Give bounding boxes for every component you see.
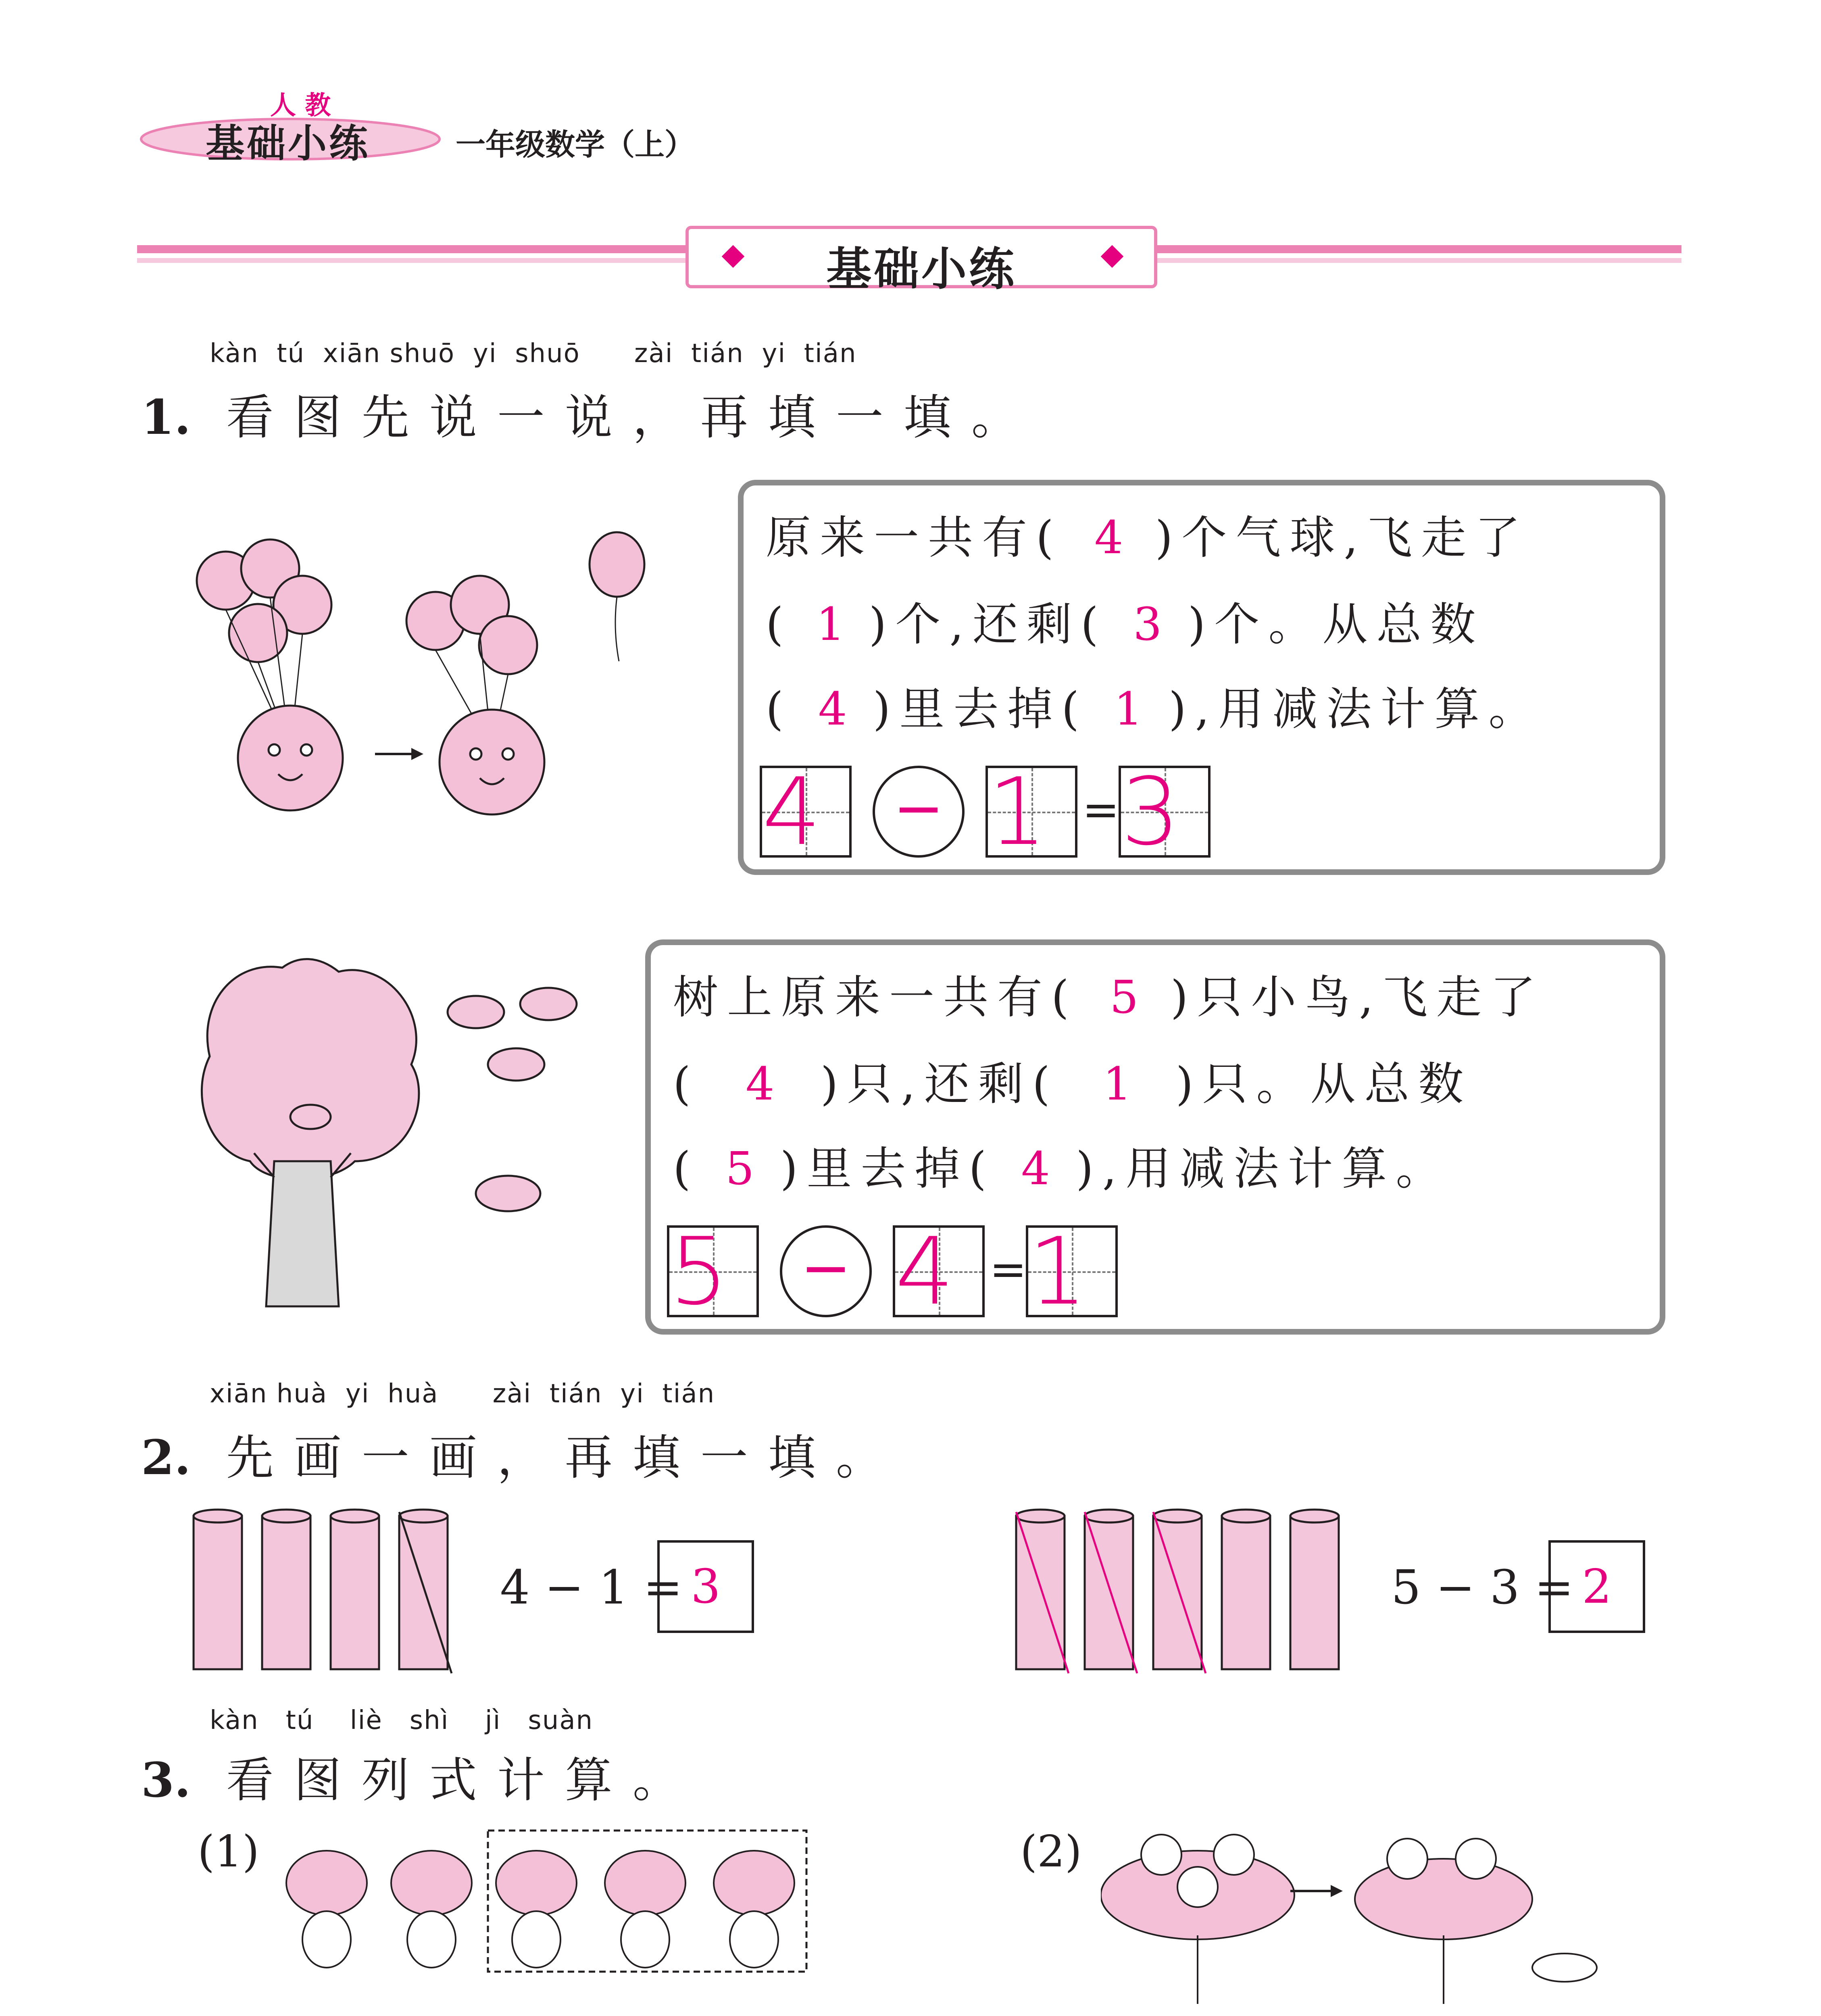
q1b-digit: 1 bbox=[1028, 1218, 1088, 1326]
section-title: 基础小练 bbox=[826, 243, 1017, 296]
q3-pinyin: kàn tú liè shì jì suàn bbox=[210, 1706, 594, 1735]
q1b-text: 树上原来一共有( bbox=[673, 971, 1078, 1024]
q2-left-expression: 4 − 1 = bbox=[500, 1560, 683, 1615]
q3-title: 看图列式计算。 bbox=[226, 1752, 700, 1808]
q1a-line-2 bbox=[766, 588, 1484, 653]
q1b-text: ( bbox=[673, 1058, 700, 1110]
q1b-text: ),用减法计算。 bbox=[1076, 1143, 1450, 1195]
brand-label: 基础小练 bbox=[206, 121, 370, 166]
q1a-text: ),用减法计算。 bbox=[1169, 683, 1543, 735]
q2-title-row: 2. 先画一画，再填一填。 bbox=[141, 1429, 904, 1485]
q1b-operator-circle: − bbox=[780, 1225, 872, 1317]
q1b-answer-total: 5 bbox=[1110, 971, 1139, 1024]
q1b-answer-total-2: 5 bbox=[725, 1143, 754, 1195]
header-subtitle: 一年级数学（上） bbox=[456, 127, 694, 162]
q1a-grid-minuend bbox=[760, 758, 852, 866]
q2-number: 2 bbox=[141, 1429, 175, 1485]
q1a-digit: 1 bbox=[988, 758, 1047, 866]
q1a-line-3 bbox=[766, 673, 1542, 738]
q1b-text: )只小鸟,飞走了 bbox=[1170, 971, 1544, 1024]
q1b-answer-left: 1 bbox=[1103, 1058, 1132, 1110]
q1a-digit: 3 bbox=[1121, 758, 1180, 866]
q1a-text: ( bbox=[766, 683, 792, 735]
q1b-answer-remove: 4 bbox=[1021, 1143, 1050, 1195]
q1-title: 看图先说一说，再填一填。 bbox=[226, 389, 1039, 445]
q2-right-expression: 5 − 3 = bbox=[1391, 1560, 1574, 1615]
q3-part1-label: (1) bbox=[198, 1826, 259, 1877]
q1-pinyin: kàn tú xiān shuō yi shuō zài tián yi tián bbox=[210, 339, 857, 369]
q1a-text: )里去掉( bbox=[873, 683, 1088, 735]
q1b-grid-subtrahend bbox=[893, 1218, 985, 1326]
tree-birds-illustration bbox=[185, 943, 629, 1331]
q1b-answer-flown: 4 bbox=[746, 1058, 775, 1110]
q1a-answer-total-2: 4 bbox=[818, 683, 847, 735]
q1a-text: )个。从总数 bbox=[1188, 598, 1485, 651]
q2-pinyin: xiān huà yi huà zài tián yi tián bbox=[210, 1379, 715, 1409]
q1-balloon-box bbox=[738, 480, 1665, 875]
q1a-grid-subtrahend bbox=[986, 758, 1077, 866]
q2-right-answer-box: 2 bbox=[1548, 1540, 1645, 1633]
cabbage-illustration bbox=[278, 1822, 810, 1984]
q1a-answer-left: 3 bbox=[1133, 598, 1162, 651]
frogs-lilypad-illustration bbox=[1101, 1814, 1641, 2016]
q1a-line-1 bbox=[766, 502, 1529, 566]
q1b-text: )只。从总数 bbox=[1175, 1058, 1473, 1110]
q2-title: 先画一画，再填一填。 bbox=[226, 1430, 904, 1485]
q1-number: 1 bbox=[141, 389, 175, 445]
q1a-answer-remove: 1 bbox=[1114, 683, 1143, 735]
brand-top-label: 人 教 bbox=[270, 91, 331, 121]
q1b-line-2 bbox=[673, 1048, 1472, 1113]
q1b-text: )里去掉( bbox=[780, 1143, 996, 1195]
q3-title-row: 3. 看图列式计算。 bbox=[141, 1752, 700, 1808]
q1a-text: ( bbox=[766, 598, 792, 651]
q2-left-cylinders bbox=[190, 1508, 456, 1677]
header bbox=[137, 73, 742, 177]
q1b-text: )只,还剩( bbox=[820, 1058, 1059, 1110]
q2-right-cylinders bbox=[1012, 1508, 1359, 1677]
q1a-grid-result bbox=[1119, 758, 1211, 866]
q3-number: 3 bbox=[141, 1752, 175, 1808]
section-title-box bbox=[685, 226, 1157, 296]
q1a-operator-circle: − bbox=[873, 766, 965, 858]
q1b-text: ( bbox=[673, 1143, 700, 1195]
q1b-digit: 5 bbox=[669, 1218, 729, 1326]
q1b-digit: 4 bbox=[895, 1218, 954, 1326]
q1-title-row: 1. 看图先说一说，再填一填。 bbox=[141, 389, 1039, 445]
q1a-text: )个,还剩( bbox=[869, 598, 1107, 651]
q2-left-answer-box: 3 bbox=[657, 1540, 754, 1633]
q3-part2-label: (2) bbox=[1020, 1826, 1082, 1877]
q1b-line-3 bbox=[673, 1133, 1450, 1198]
q1a-answer-flown: 1 bbox=[816, 598, 845, 651]
q1-bird-box bbox=[645, 939, 1665, 1335]
q1b-grid-minuend bbox=[667, 1218, 759, 1326]
q1a-digit: 4 bbox=[762, 758, 821, 866]
q1a-text: )个气球,飞走了 bbox=[1155, 512, 1529, 564]
q1a-equals: = bbox=[1082, 784, 1120, 835]
section-banner bbox=[137, 226, 1681, 296]
q1b-line-1 bbox=[673, 961, 1544, 1026]
q1a-text: 原来一共有( bbox=[766, 512, 1063, 564]
q1a-answer-total: 4 bbox=[1094, 512, 1123, 564]
balloon-girl-illustration bbox=[185, 524, 669, 831]
q1b-equals: = bbox=[990, 1243, 1027, 1295]
q1b-grid-result bbox=[1026, 1218, 1118, 1326]
